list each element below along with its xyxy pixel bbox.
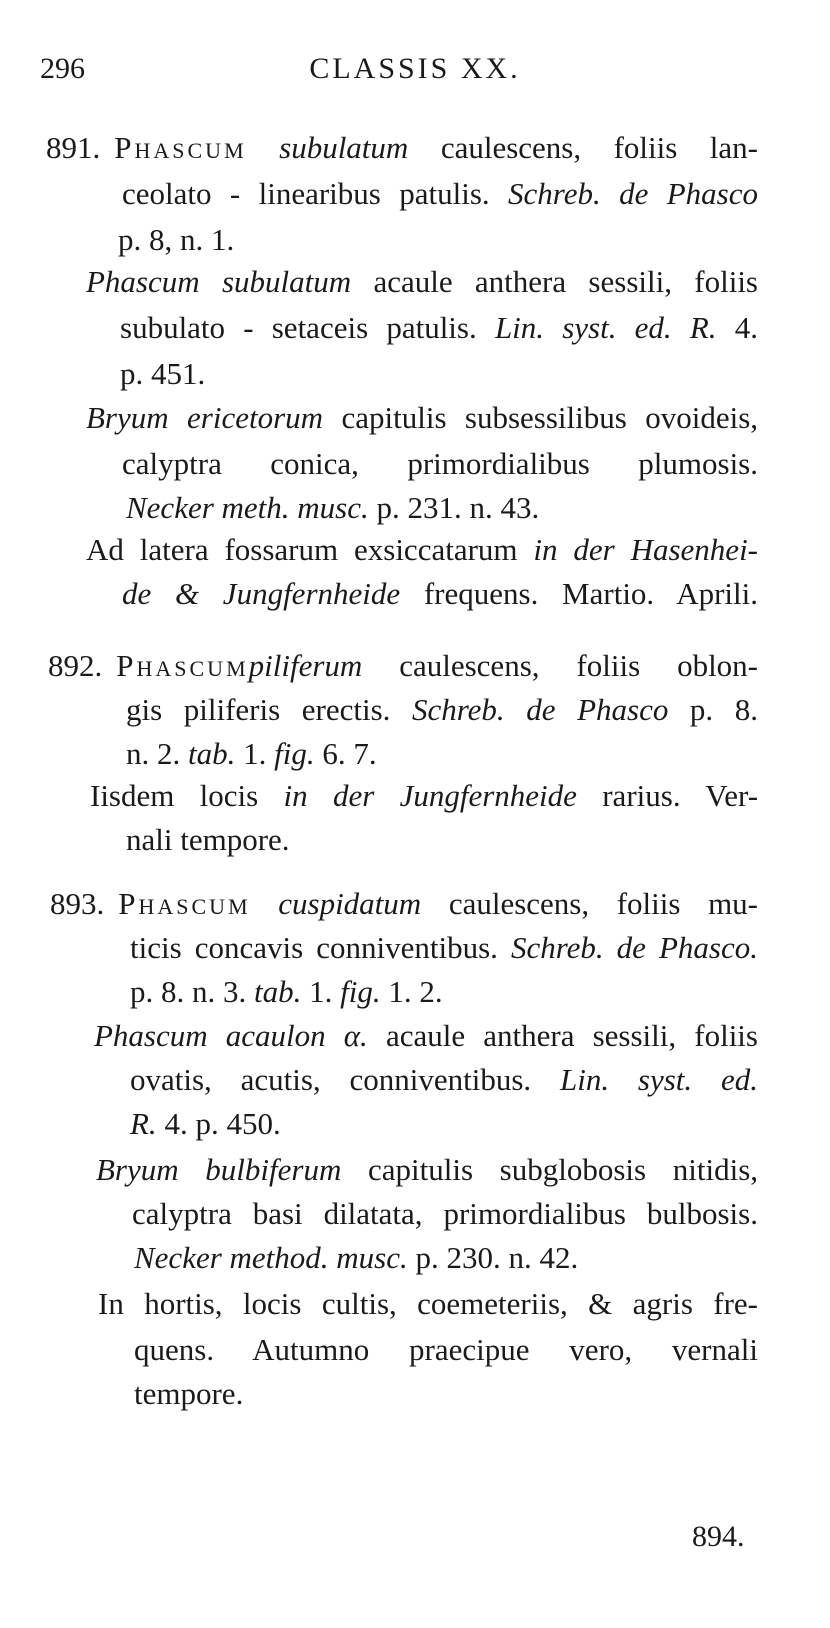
diagnosis-text: ceolato - linearibus patulis. [122,176,490,211]
genus-name: Phascum [114,130,247,165]
reference-text: R. [130,1106,157,1141]
species-name: cuspidatum [278,886,422,921]
reference-text: 4. p. 450. [164,1106,281,1141]
synonym-name: Phascum acaulon α. [94,1018,368,1053]
habitat-text: rarius. Ver- [602,778,759,813]
reference-text: tab. [254,974,302,1009]
synonym-text: acaule anthera sessili, foliis [385,1018,758,1053]
habitat-line: In hortis, locis cultis, coemeteriis, & agris fre- [98,1286,758,1321]
entry-number: 893. [50,886,105,921]
reference-text: p. 231. n. 43. [376,490,540,525]
running-title: CLASSIS XX. [309,52,521,85]
reference-text: 1. [243,736,267,771]
genus-name: Phascum [116,648,249,683]
reference-text: tab. [188,736,236,771]
synonym-text: capitulis subsessilibus ovoideis, [341,400,759,435]
entry-number: 891. [46,130,101,165]
reference-text: Schreb. de Phasco [411,692,669,727]
synonym-text: acaule anthera sessili, foliis [373,264,759,299]
reference-text: Necker method. musc. [134,1240,408,1275]
catchword: 894. [692,1520,745,1553]
habitat-line [90,776,758,816]
reference-text: p. 8. [689,692,758,727]
entry-number: 892. [48,648,103,683]
reference-text: fig. [340,974,381,1009]
species-name: piliferum [248,648,363,683]
synonym-line: p. 451. [120,356,206,391]
synonym-line [126,488,539,528]
reference-text: Schreb. de Phasco. [510,930,759,965]
diagnosis-line: p. 8, n. 1. [118,222,235,257]
synonym-line: calyptra basi dilatata, primordialibus bulbosis. [132,1196,758,1231]
synonym-line [86,398,758,438]
habitat-text: Iisdem locis [90,778,259,813]
reference-text: fig. [274,736,315,771]
reference-text: Schreb. de Phasco [508,176,759,211]
entry-heading [50,884,758,924]
diagnosis-line [126,690,758,730]
diagnosis-line [122,174,758,214]
synonym-line [94,1016,758,1056]
entry-heading [48,646,758,686]
habitat-line [86,530,758,570]
locality-name: in der Hasenhei- [533,532,759,567]
diagnosis-text: gis piliferis erectis. [126,692,391,727]
synonym-line: calyptra conica, primordialibus plumosis. [122,446,758,481]
reference-text: p. 230. n. 42. [415,1240,579,1275]
reference-text: n. 2. [126,736,181,771]
species-name: subulatum [279,130,409,165]
synonym-name: Bryum bulbiferum [96,1152,342,1187]
entry-heading [46,128,758,168]
reference-text: 4. [734,310,758,345]
reference-text: 1. [309,974,333,1009]
reference-text: Lin. syst. ed. [560,1062,759,1097]
synonym-line [96,1150,758,1190]
reference-text: 1. 2. [388,974,443,1009]
page-number: 296 [40,52,85,85]
diagnosis-line [126,734,377,774]
habitat-text: Ad latera fossarum exsiccatarum [86,532,518,567]
reference-text: Lin. syst. ed. R. [494,310,717,345]
habitat-line: tempore. [134,1376,244,1411]
diagnosis-line [130,972,443,1012]
diagnosis-line [130,928,758,968]
diagnosis-text: caulescens, foliis lan- [440,130,759,165]
synonym-text: ovatis, acutis, conniventibus. [130,1062,532,1097]
habitat-text: frequens. Martio. Aprili. [423,576,758,611]
habitat-line: quens. Autumno praecipue vero, vernali [134,1332,758,1367]
synonym-line [130,1104,281,1144]
synonym-text: subulato - setaceis patulis. [120,310,477,345]
reference-text: p. 8. n. 3. [130,974,247,1009]
synonym-line [130,1060,758,1100]
synonym-name: Phascum subulatum [86,264,352,299]
diagnosis-text: ticis concavis conniventibus. [130,930,498,965]
locality-name: de & Jungfernheide [122,576,401,611]
reference-text: Necker meth. musc. [126,490,369,525]
synonym-name: Bryum ericetorum [86,400,324,435]
diagnosis-text: caulescens, foliis oblon- [399,648,759,683]
diagnosis-text: caulescens, foliis mu- [448,886,759,921]
habitat-line [122,574,758,614]
synonym-text: capitulis subglobosis nitidis, [368,1152,759,1187]
habitat-line: nali tempore. [126,822,290,857]
synonym-line [86,262,758,302]
synonym-line [120,308,758,348]
locality-name: in der Jungfernheide [283,778,577,813]
synonym-line [134,1238,578,1278]
genus-name: Phascum [118,886,251,921]
reference-text: 6. 7. [322,736,377,771]
